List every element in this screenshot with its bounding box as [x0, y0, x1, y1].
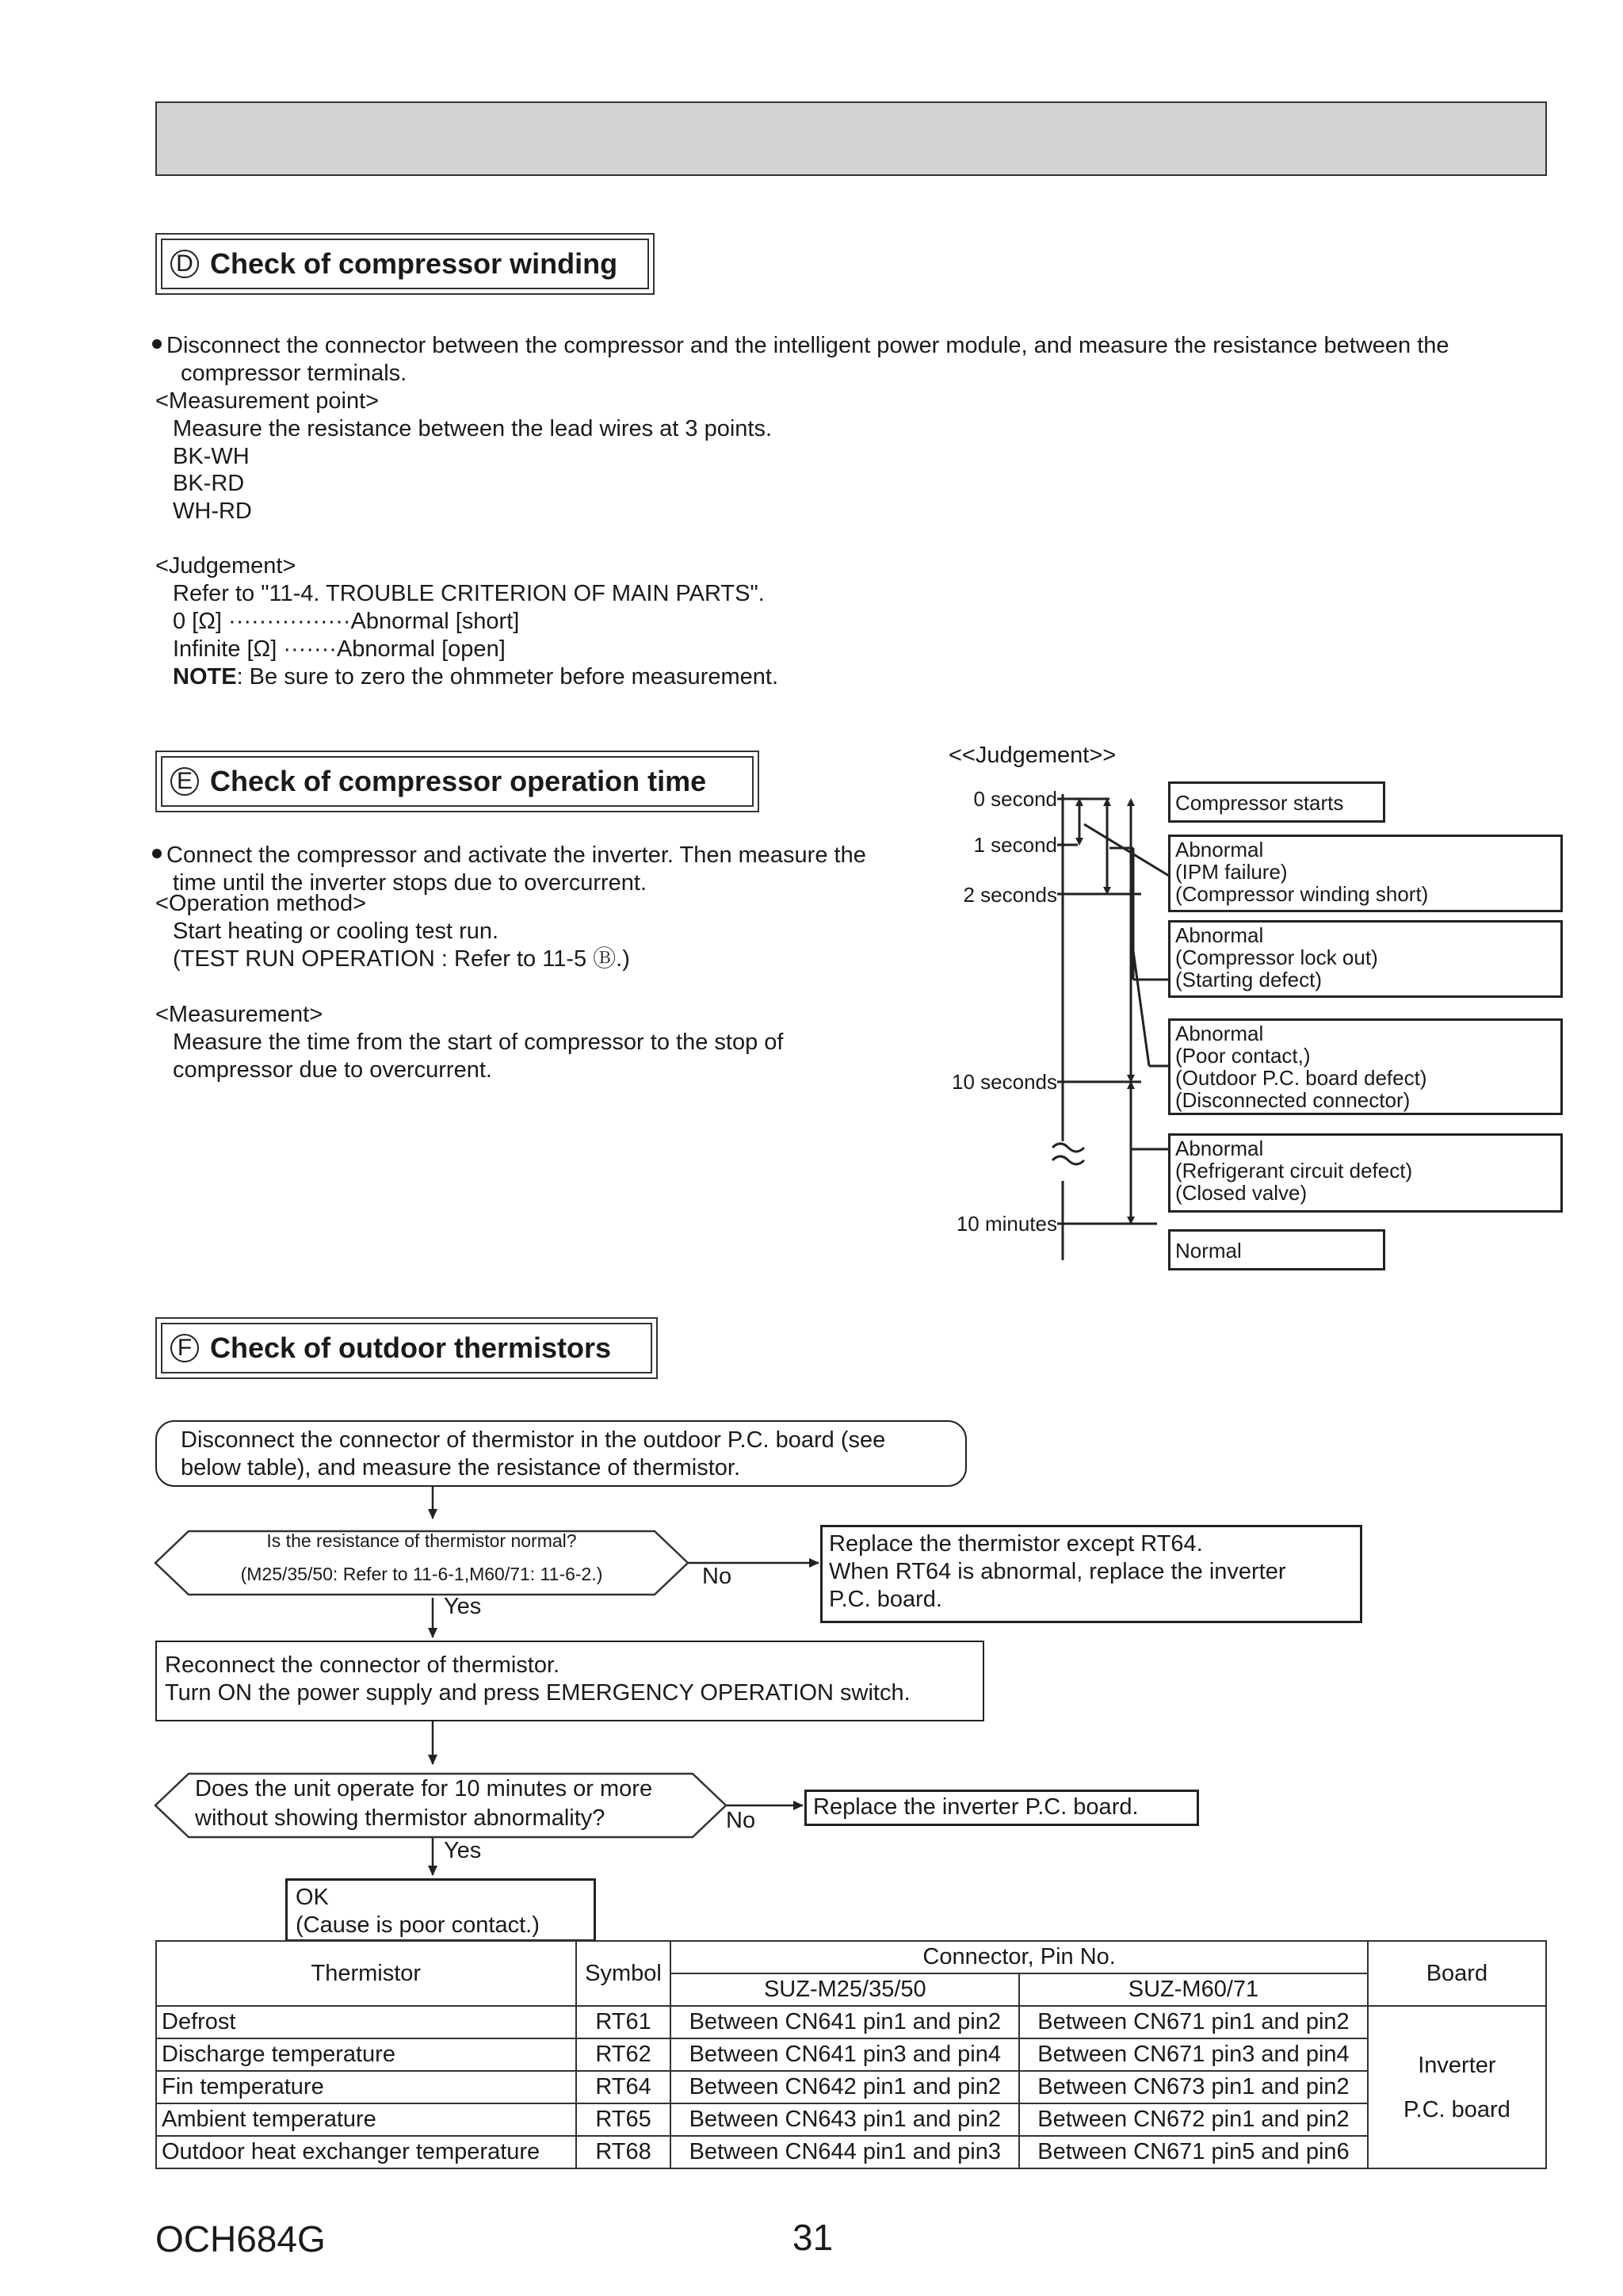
note-label: NOTE — [173, 664, 237, 690]
replace-inverter-box — [804, 1790, 1199, 1826]
section-e-title: Check of compressor operation time — [210, 765, 707, 797]
row-symbol: RT61 — [576, 2006, 671, 2038]
replace1-line1: Replace the thermistor except RT64. — [829, 1531, 1203, 1557]
page-number: 31 — [792, 2217, 834, 2258]
step-disconnect-box — [155, 1420, 967, 1487]
row-pin-a: Between CN643 pin1 and pin2 — [670, 2103, 1019, 2136]
open-line: Infinite [Ω] ·······Abnormal [open] — [173, 636, 506, 662]
measurement-line2: compressor due to overcurrent. — [173, 1057, 492, 1083]
step1-line1: Disconnect the connector of thermistor in the outdoor P.C. board (see — [181, 1427, 886, 1453]
header-model-a: SUZ-M25/35/50 — [670, 1973, 1019, 2006]
step-reconnect-box — [155, 1641, 984, 1721]
box-ipm-line1: Abnormal — [1175, 838, 1264, 861]
section-d-letter: D — [170, 250, 199, 278]
board-cell — [1368, 2006, 1546, 2168]
section-d-bullet-line1: Disconnect the connector between the compressor and the intelligent power module, and measure the resistance between the — [152, 332, 1449, 360]
table-row — [156, 2103, 1546, 2136]
box-lock-line2: (Compressor lock out) — [1175, 946, 1378, 969]
table-header-row — [156, 1941, 1546, 1973]
step2-line2: Turn ON the power supply and press EMERGENCY OPERATION switch. — [165, 1680, 911, 1706]
section-e-bullet-line2: time until the inverter stops due to overcurrent. — [173, 870, 647, 896]
question1-line1: Is the resistance of thermistor normal? — [266, 1530, 577, 1551]
section-f-letter: F — [170, 1334, 199, 1362]
question2-line2: without showing thermistor abnormality? — [195, 1805, 605, 1831]
time-label-10min: 10 minutes — [956, 1212, 1057, 1236]
measurement-text: Measure the resistance between the lead wires at 3 points. — [173, 416, 773, 441]
short-line: 0 [Ω] ················Abnormal [short] — [173, 609, 520, 634]
ok-box — [285, 1878, 596, 1942]
replace1-line3: P.C. board. — [829, 1587, 942, 1612]
table-row — [156, 2136, 1546, 2168]
box-contact-line4: (Disconnected connector) — [1175, 1088, 1411, 1112]
ok-line2: (Cause is poor contact.) — [296, 1912, 540, 1938]
row-pin-a: Between CN642 pin1 and pin2 — [670, 2071, 1019, 2103]
time-label-2s: 2 seconds — [963, 883, 1057, 907]
point-wh-rd: WH-RD — [173, 499, 252, 524]
point-bk-rd: BK-RD — [173, 471, 245, 496]
header-connector: Connector, Pin No. — [670, 1941, 1367, 1973]
replace2-text: Replace the inverter P.C. board. — [813, 1794, 1139, 1820]
row-name: Outdoor heat exchanger temperature — [156, 2136, 576, 2168]
box-contact-line3: (Outdoor P.C. board defect) — [1175, 1066, 1427, 1090]
row-pin-b: Between CN671 pin5 and pin6 — [1019, 2136, 1368, 2168]
box-refrigerant-line3: (Closed valve) — [1175, 1181, 1308, 1205]
section-e-bullet-line1: Connect the compressor and activate the inverter. Then measure the — [152, 842, 866, 869]
operation-line2: (TEST RUN OPERATION : Refer to 11-5 Ⓑ.) — [173, 946, 630, 972]
time-label-0s: 0 second — [973, 787, 1057, 811]
question2-no: No — [726, 1808, 756, 1833]
measurement-point-label: <Measurement point> — [155, 388, 380, 414]
time-label-10s: 10 seconds — [952, 1070, 1057, 1094]
box-lock-line3: (Starting defect) — [1175, 968, 1322, 991]
point-bk-wh: BK-WH — [173, 444, 250, 469]
ok-line1: OK — [296, 1885, 329, 1910]
section-e-letter: E — [170, 767, 199, 796]
box-contact-line1: Abnormal — [1175, 1022, 1264, 1045]
judgement-label: <Judgement> — [155, 553, 296, 579]
header-thermistor: Thermistor — [156, 1941, 576, 2006]
row-pin-a: Between CN641 pin1 and pin2 — [670, 2006, 1019, 2038]
header-symbol: Symbol — [576, 1941, 671, 2006]
refer-text: Refer to "11-4. TROUBLE CRITERION OF MAIN PARTS". — [173, 581, 765, 606]
row-pin-a: Between CN644 pin1 and pin3 — [670, 2136, 1019, 2168]
measurement-label: <Measurement> — [155, 1002, 323, 1027]
header-board: Board — [1368, 1941, 1546, 2006]
table-row — [156, 2071, 1546, 2103]
operation-method-label: <Operation method> — [155, 891, 367, 916]
box-refrigerant-line1: Abnormal — [1175, 1137, 1264, 1160]
row-name: Discharge temperature — [156, 2038, 576, 2071]
box-lock-line1: Abnormal — [1175, 923, 1264, 947]
doc-code: OCH684G — [155, 2218, 326, 2260]
replace-thermistor-box — [820, 1525, 1362, 1623]
question1-yes: Yes — [444, 1594, 482, 1619]
board-line1: Inverter — [1418, 2052, 1496, 2078]
question1-no: No — [702, 1564, 732, 1589]
box-ipm-line3: (Compressor winding short) — [1175, 882, 1429, 906]
table-row — [156, 2038, 1546, 2071]
row-name: Ambient temperature — [156, 2103, 576, 2136]
row-symbol: RT65 — [576, 2103, 671, 2136]
row-symbol: RT68 — [576, 2136, 671, 2168]
row-symbol: RT62 — [576, 2038, 671, 2071]
step1-line2: below table), and measure the resistance of thermistor. — [181, 1455, 741, 1480]
box-contact-line2: (Poor contact,) — [1175, 1044, 1311, 1068]
row-name: Fin temperature — [156, 2071, 576, 2103]
header-model-b: SUZ-M60/71 — [1019, 1973, 1368, 2006]
board-line2: P.C. board — [1403, 2096, 1510, 2122]
box-refrigerant-line2: (Refrigerant circuit defect) — [1175, 1159, 1413, 1182]
step2-line1: Reconnect the connector of thermistor. — [165, 1652, 560, 1678]
row-name: Defrost — [156, 2006, 576, 2038]
section-d-title: Check of compressor winding — [210, 247, 618, 280]
section-d-bullet-line2: compressor terminals. — [181, 361, 407, 386]
row-pin-b: Between CN671 pin3 and pin4 — [1019, 2038, 1368, 2071]
box-normal-line1: Normal — [1175, 1239, 1242, 1263]
operation-line1: Start heating or cooling test run. — [173, 919, 499, 944]
note-text: : Be sure to zero the ohmmeter before measurement. — [236, 664, 779, 690]
row-pin-a: Between CN641 pin3 and pin4 — [670, 2038, 1019, 2071]
row-symbol: RT64 — [576, 2071, 671, 2103]
thermistor-table — [155, 1940, 1547, 2169]
section-f-title: Check of outdoor thermistors — [210, 1331, 612, 1364]
question1-line2: (M25/35/50: Refer to 11-6-1,M60/71: 11-6-2.) — [240, 1564, 603, 1584]
row-pin-b: Between CN673 pin1 and pin2 — [1019, 2071, 1368, 2103]
row-pin-b: Between CN671 pin1 and pin2 — [1019, 2006, 1368, 2038]
box-ipm-line2: (IPM failure) — [1175, 860, 1288, 884]
box-starts-line1: Compressor starts — [1175, 791, 1344, 815]
table-row — [156, 2006, 1546, 2038]
measurement-line1: Measure the time from the start of compressor to the stop of — [173, 1030, 784, 1055]
judgement-chart-title: <<Judgement>> — [949, 743, 1117, 768]
row-pin-b: Between CN672 pin1 and pin2 — [1019, 2103, 1368, 2136]
replace1-line2: When RT64 is abnormal, replace the inverter — [829, 1559, 1286, 1584]
question2-line1: Does the unit operate for 10 minutes or more — [195, 1776, 653, 1801]
time-label-1s: 1 second — [973, 833, 1057, 857]
question2-yes: Yes — [444, 1838, 482, 1863]
